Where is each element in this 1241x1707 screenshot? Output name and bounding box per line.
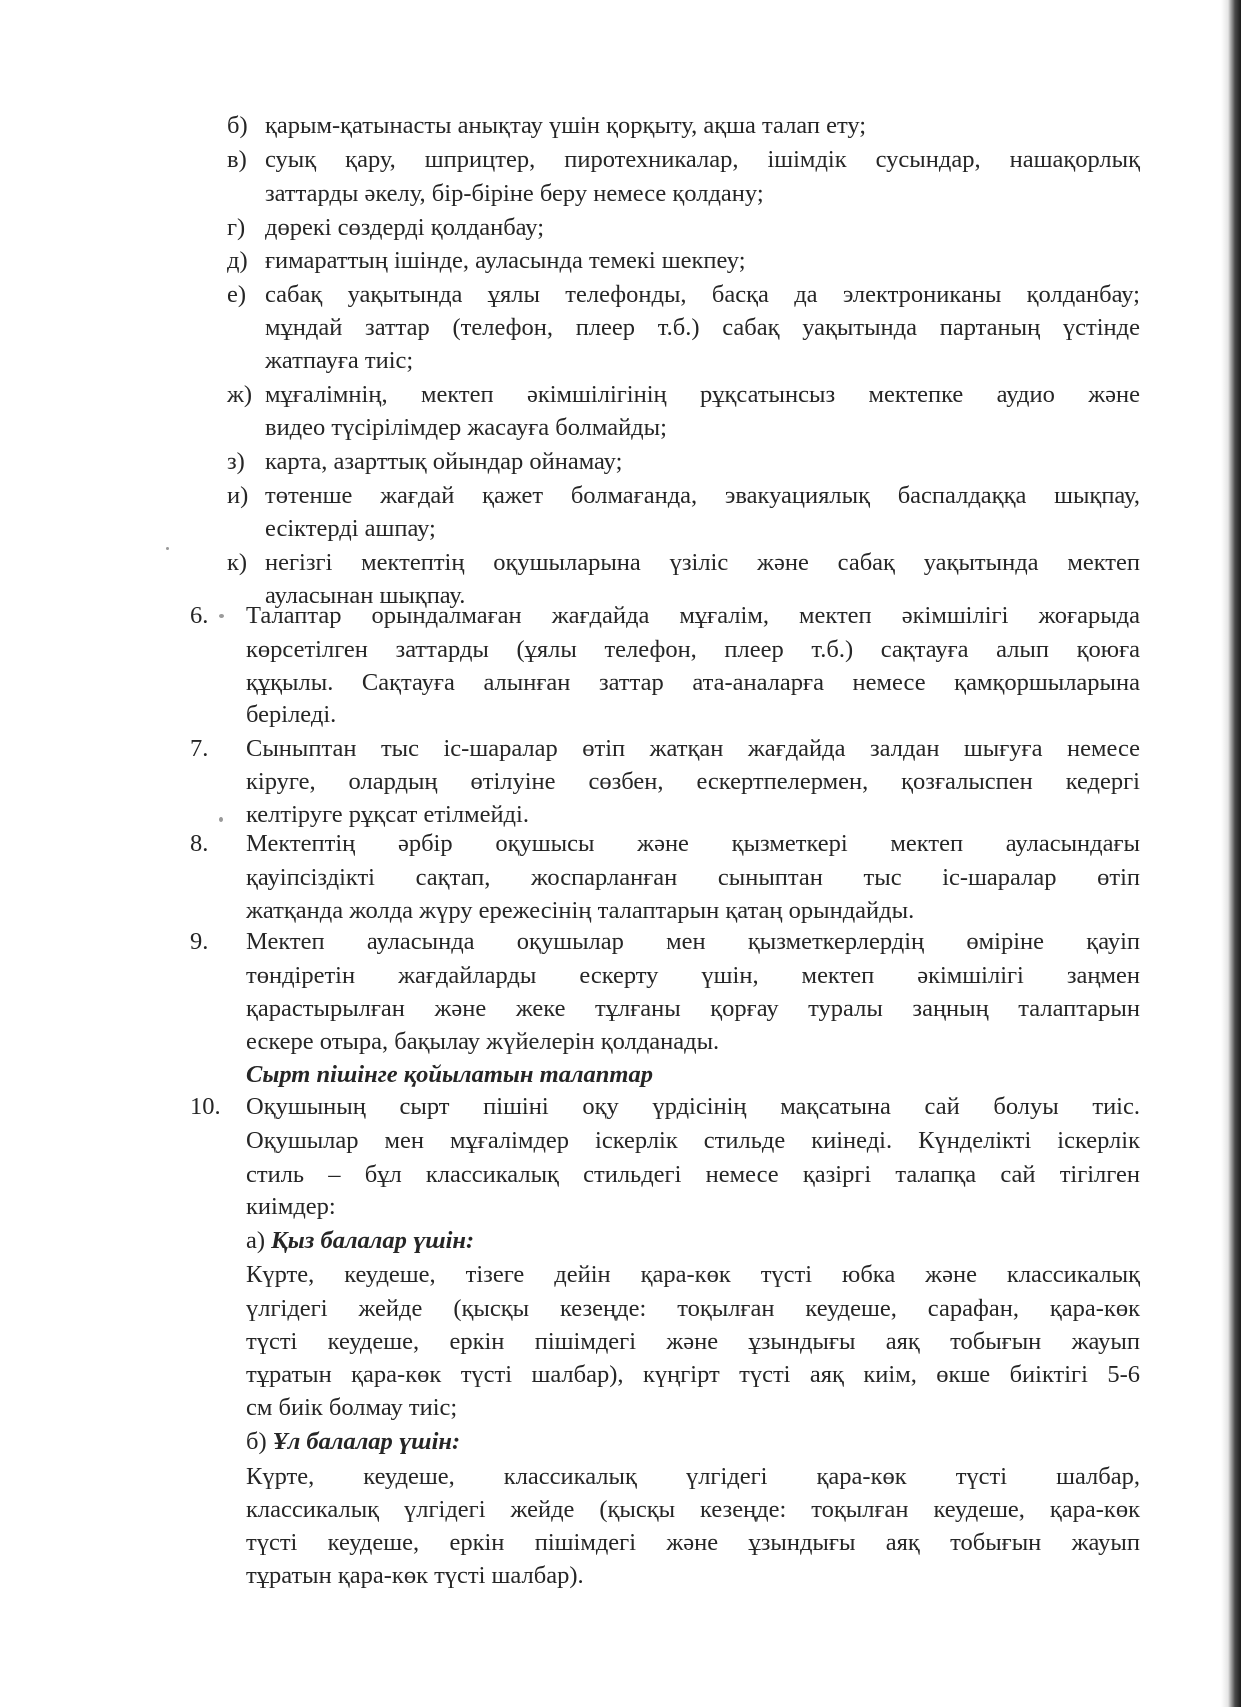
item-line: киімдер: bbox=[246, 1193, 336, 1220]
sub-item-label: з) bbox=[227, 448, 245, 475]
boys-line: классикалық үлгідегі жейде (қысқы кезеңде: тоқылған кеудеше, қара-көк bbox=[246, 1496, 1140, 1523]
sub-item-line: жатпауға тиіс; bbox=[265, 347, 414, 374]
sub-item-label: б) bbox=[227, 112, 248, 139]
girls-line: түсті кеудеше, еркін пішімдегі және ұзындығы аяқ тобығын жауып bbox=[246, 1328, 1140, 1355]
sub-item-line: дөрекі сөздерді қолданбау; bbox=[265, 214, 545, 241]
item-line: Мектептің әрбір оқушысы және қызметкері мектеп ауласындағы bbox=[246, 830, 1140, 857]
girls-line: үлгідегі жейде (қысқы кезеңде: тоқылған кеудеше, сарафан, қара-көк bbox=[246, 1295, 1140, 1322]
item-line: кіруге, олардың өтілуіне сөзбен, ескертпелермен, қозғалыспен кедергі bbox=[246, 768, 1140, 795]
sub-item-line: ғимараттың ішінде, ауласында темекі шекпеу; bbox=[265, 247, 746, 274]
item-number: 10. bbox=[190, 1093, 221, 1120]
item-line: Талаптар орындалмаған жағдайда мұғалім, мектеп әкімшілігі жоғарыда bbox=[246, 602, 1140, 629]
sub-item-line: мұғалімнің, мектеп әкімшілігінің рұқсатынсыз мектепке аудио және bbox=[265, 381, 1140, 408]
item-number: 7. bbox=[190, 735, 209, 762]
sub-item-label: г) bbox=[227, 214, 246, 241]
item-number: 9. bbox=[190, 928, 209, 955]
boys-line: тұратын қара-көк түсті шалбар). bbox=[246, 1562, 584, 1589]
item-line: көрсетілген заттарды (ұялы телефон, плеер т.б.) сақтауға алып қоюға bbox=[246, 636, 1140, 663]
boys-heading: Ұл балалар үшін: bbox=[272, 1428, 461, 1455]
sub-item-label: и) bbox=[227, 482, 249, 509]
item-line: Сыныптан тыс іс-шаралар өтіп жатқан жағдайда залдан шығуға немесе bbox=[246, 735, 1140, 762]
item-number: 8. bbox=[190, 830, 209, 857]
sub-item-line: негізгі мектептің оқушыларына үзіліс және сабақ уақытында мектеп bbox=[265, 549, 1140, 576]
sub-item-line: суық қару, шприцтер, пиротехникалар, ішімдік сусындар, нашақорлық bbox=[265, 146, 1140, 173]
item-line: құқылы. Сақтауға алынған заттар ата-аналарға немесе қамқоршыларына bbox=[246, 669, 1140, 696]
sub-item-label: в) bbox=[227, 146, 247, 173]
scan-edge-shadow bbox=[1221, 0, 1241, 1707]
scan-speck bbox=[219, 817, 223, 822]
item-line: беріледі. bbox=[246, 701, 337, 728]
girls-line: см биік болмау тиіс; bbox=[246, 1394, 458, 1421]
sub-item-label: к) bbox=[227, 549, 248, 576]
sub-item-label: е) bbox=[227, 281, 247, 308]
sub-item-line: ауласынан шықпау. bbox=[265, 582, 466, 609]
item-line: төндіретін жағдайларды ескерту үшін, мектеп әкімшілігі заңмен bbox=[246, 962, 1140, 989]
sub-item-label: д) bbox=[227, 247, 248, 274]
item-line: стиль – бұл классикалық стильдегі немесе қазіргі талапқа сай тігілген bbox=[246, 1161, 1140, 1188]
sub-item-line: карта, азарттық ойындар ойнамау; bbox=[265, 448, 623, 475]
item-line: қауіпсіздікті сақтап, жоспарланған сыныптан тыс іс-шаралар өтіп bbox=[246, 864, 1140, 891]
sub-item-line: қарым-қатынасты анықтау үшін қорқыту, ақша талап ету; bbox=[265, 112, 867, 139]
item-line: жатқанда жолда жүру ережесінің талаптарын қатаң орындайды. bbox=[246, 897, 915, 924]
sub-item-line: сабақ уақытында ұялы телефонды, басқа да электрониканы қолданбау; bbox=[265, 281, 1140, 308]
sub-item-line: есіктерді ашпау; bbox=[265, 515, 436, 542]
sub-item-line: мұндай заттар (телефон, плеер т.б.) сабақ уақытында партаның үстінде bbox=[265, 314, 1140, 341]
girls-line: Күрте, кеудеше, тізеге дейін қара-көк түсті юбка және классикалық bbox=[246, 1261, 1140, 1288]
section-heading: Сырт пішінге қойылатын талаптар bbox=[246, 1061, 653, 1088]
girls-label: а) bbox=[246, 1227, 272, 1254]
girls-heading: Қыз балалар үшін: bbox=[271, 1227, 475, 1254]
sub-item-label: ж) bbox=[227, 381, 253, 408]
item-line: Оқушының сырт пішіні оқу үрдісінің мақсатына сай болуы тиіс. bbox=[246, 1093, 1140, 1120]
boys-label: б) bbox=[246, 1428, 273, 1455]
item-line: Оқушылар мен мұғалімдер іскерлік стильде киінеді. Күнделікті іскерлік bbox=[246, 1127, 1140, 1154]
sub-item-line: видео түсірілімдер жасауға болмайды; bbox=[265, 414, 667, 441]
scan-speck bbox=[219, 614, 224, 618]
item-line: қарастырылған және жеке тұлғаны қорғау туралы заңның талаптарын bbox=[246, 995, 1140, 1022]
sub-item-line: заттарды әкелу, бір-біріне беру немесе қолдану; bbox=[265, 180, 764, 207]
girls-subheading bbox=[246, 1226, 474, 1256]
boys-line: Күрте, кеудеше, классикалық үлгідегі қара-көк түсті шалбар, bbox=[246, 1463, 1140, 1490]
girls-line: тұратын қара-көк түсті шалбар), күңгірт түсті аяқ киім, өкше биіктігі 5-6 bbox=[246, 1361, 1140, 1388]
scan-speck bbox=[166, 547, 169, 550]
boys-subheading bbox=[246, 1427, 460, 1457]
item-number: 6. bbox=[190, 602, 209, 629]
item-line: келтіруге рұқсат етілмейді. bbox=[246, 801, 529, 828]
sub-item-line: төтенше жағдай қажет болмағанда, эвакуациялық баспалдаққа шықпау, bbox=[265, 482, 1140, 509]
boys-line: түсті кеудеше, еркін пішімдегі және ұзындығы аяқ тобығын жауып bbox=[246, 1529, 1140, 1556]
item-line: Мектеп ауласында оқушылар мен қызметкерлердің өміріне қауіп bbox=[246, 928, 1140, 955]
item-line: ескере отыра, бақылау жүйелерін қолданады. bbox=[246, 1028, 720, 1055]
